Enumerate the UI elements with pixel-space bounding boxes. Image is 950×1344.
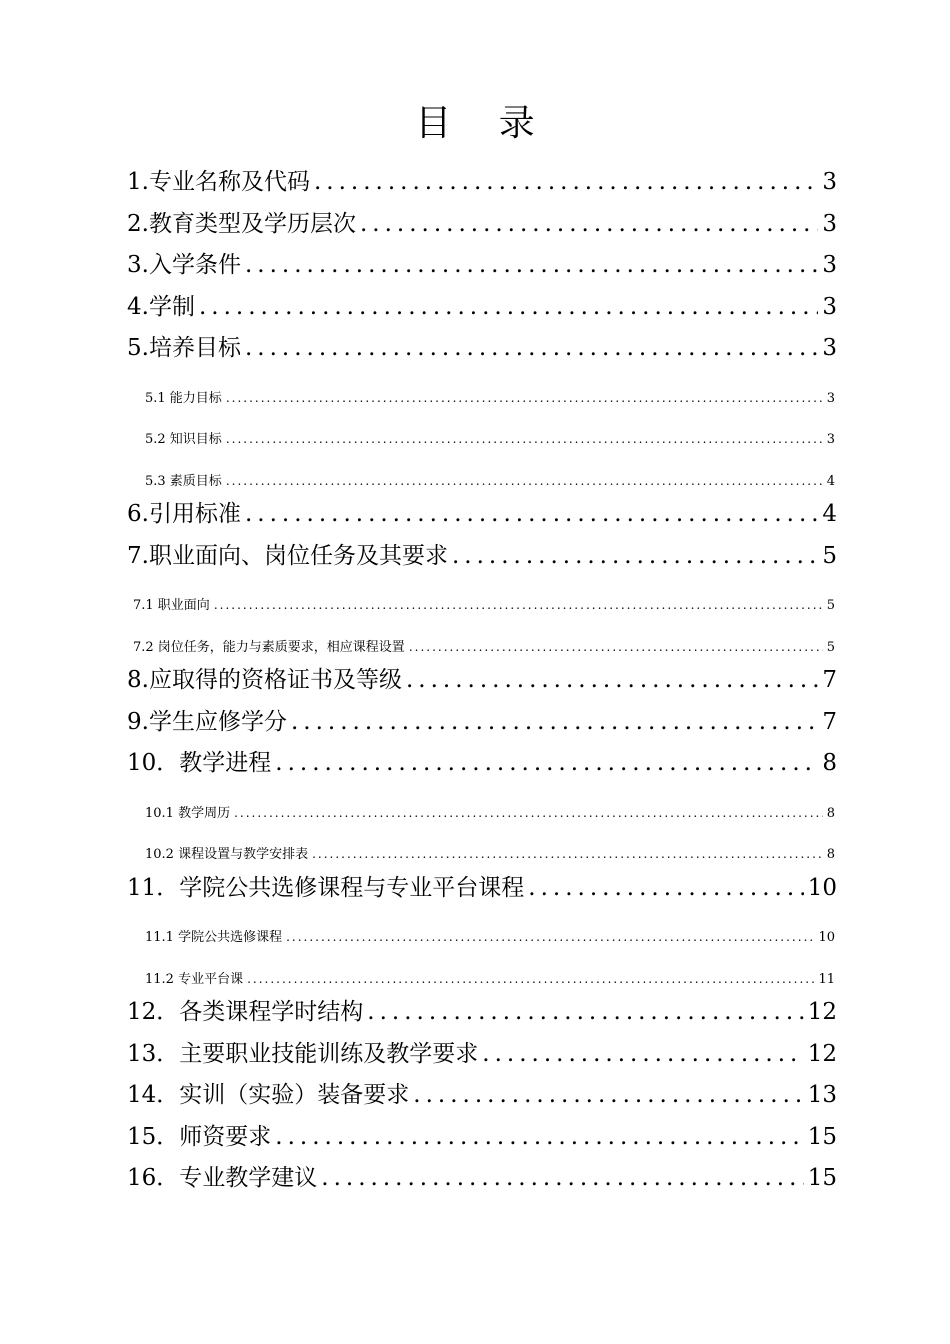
toc-entry[interactable]	[127, 743, 837, 785]
toc-entry-text: 5.2 知识目标	[145, 432, 222, 447]
toc-entry-text: 11.2 专业平台课	[145, 971, 244, 987]
toc-entry-text: 16．专业教学建议	[127, 1165, 318, 1191]
toc-page-number: 7	[822, 708, 837, 735]
toc-page-number: 5	[826, 639, 835, 655]
toc-entry-text: 1.专业名称及代码	[127, 169, 310, 195]
toc-dot-leader	[406, 660, 818, 702]
toc-entry-text: 10.1 教学周历	[145, 805, 231, 821]
toc-dot-leader	[367, 992, 803, 1034]
toc-page-number: 12	[807, 1040, 837, 1067]
toc-entry-text: 7.1 职业面向	[133, 598, 210, 613]
toc-page-number: 8	[826, 847, 835, 862]
toc-subentry[interactable]	[127, 909, 837, 951]
toc-entry[interactable]	[127, 992, 837, 1034]
toc-dot-leader	[291, 702, 818, 744]
toc-dot-leader	[226, 378, 823, 412]
toc-subentry[interactable]	[127, 453, 837, 495]
toc-dot-leader	[409, 627, 823, 661]
toc-entry-text: 5.培养目标	[127, 335, 241, 361]
toc-page-number: 3	[822, 169, 837, 195]
toc-entry-text: 6.引用标准	[127, 501, 241, 527]
toc-page-number: 10	[807, 874, 837, 901]
toc-title: 目 录	[415, 103, 553, 144]
toc-subentry[interactable]	[127, 619, 837, 661]
toc-entry[interactable]	[127, 868, 837, 910]
toc-entry[interactable]	[127, 162, 837, 204]
toc-entry-text: 15．师资要求	[127, 1123, 272, 1150]
toc-page-number: 3	[822, 293, 837, 320]
toc-dot-leader	[234, 793, 823, 827]
toc-page-number: 3	[822, 252, 837, 278]
toc-entry-text: 5.1 能力目标	[145, 390, 222, 406]
toc-entry-text: 11.1 学院公共选修课程	[145, 930, 283, 945]
toc-dot-leader	[528, 868, 803, 910]
toc-page-number: 10	[818, 930, 835, 945]
toc-dot-leader	[360, 204, 818, 246]
toc-page-number: 11	[818, 971, 835, 987]
toc-subentry[interactable]	[127, 826, 837, 868]
toc-dot-leader	[199, 287, 818, 329]
toc-dot-leader	[245, 494, 818, 536]
toc-subentry[interactable]	[127, 370, 837, 412]
toc-entry[interactable]	[127, 1075, 837, 1117]
toc-entry[interactable]	[127, 1117, 837, 1159]
toc-subentry[interactable]	[127, 411, 837, 453]
toc-entry[interactable]	[127, 702, 837, 744]
toc-dot-leader	[314, 162, 818, 204]
toc-page-number: 3	[822, 210, 837, 237]
toc-dot-leader	[214, 585, 823, 619]
toc-list	[127, 162, 837, 1200]
toc-entry[interactable]	[127, 204, 837, 246]
toc-entry[interactable]	[127, 328, 837, 370]
toc-entry-text: 2.教育类型及学历层次	[127, 210, 356, 237]
toc-entry-text: 5.3 素质目标	[145, 473, 222, 489]
toc-page-number: 12	[807, 999, 837, 1025]
toc-page-number: 13	[807, 1082, 837, 1108]
toc-entry[interactable]	[127, 660, 837, 702]
toc-dot-leader	[312, 834, 823, 868]
toc-entry[interactable]	[127, 1158, 837, 1200]
toc-page-number: 5	[822, 542, 837, 569]
toc-dot-leader	[321, 1158, 803, 1200]
toc-entry-text: 3.入学条件	[127, 252, 241, 278]
toc-entry-text: 10．教学进程	[127, 750, 272, 776]
toc-dot-leader	[226, 461, 823, 495]
toc-entry-text: 8.应取得的资格证书及等级	[127, 667, 402, 693]
toc-page-number: 15	[807, 1165, 837, 1191]
toc-dot-leader	[482, 1034, 803, 1076]
toc-entry[interactable]	[127, 287, 837, 329]
toc-dot-leader	[245, 245, 818, 287]
toc-dot-leader	[286, 917, 814, 951]
toc-page-number: 8	[826, 805, 835, 821]
toc-dot-leader	[452, 536, 818, 578]
toc-subentry[interactable]	[127, 577, 837, 619]
toc-dot-leader	[226, 419, 823, 453]
toc-entry-text: 10.2 课程设置与教学安排表	[145, 847, 309, 862]
toc-dot-leader	[247, 959, 814, 993]
toc-dot-leader	[275, 743, 818, 785]
toc-dot-leader	[413, 1075, 803, 1117]
toc-page-number: 3	[826, 390, 835, 406]
toc-entry-text: 14．实训（实验）装备要求	[127, 1082, 410, 1108]
toc-page-number: 3	[826, 432, 835, 447]
toc-subentry[interactable]	[127, 785, 837, 827]
toc-page-number: 8	[822, 750, 837, 776]
toc-dot-leader	[245, 328, 818, 370]
toc-entry-text: 4.学制	[127, 293, 195, 320]
toc-entry-text: 12．各类课程学时结构	[127, 999, 364, 1025]
toc-page-number: 3	[822, 335, 837, 361]
toc-entry[interactable]	[127, 245, 837, 287]
toc-dot-leader	[275, 1117, 803, 1159]
toc-entry-text: 9.学生应修学分	[127, 708, 287, 735]
toc-entry-text: 13．主要职业技能训练及教学要求	[127, 1040, 479, 1067]
toc-page-number: 15	[807, 1123, 837, 1150]
toc-page-number: 7	[822, 667, 837, 693]
toc-subentry[interactable]	[127, 951, 837, 993]
toc-entry[interactable]	[127, 494, 837, 536]
toc-entry-text: 11．学院公共选修课程与专业平台课程	[127, 874, 525, 901]
toc-entry-text: 7.职业面向、岗位任务及其要求	[127, 542, 448, 569]
toc-page-number: 4	[826, 473, 835, 489]
toc-page-number: 5	[826, 598, 835, 613]
toc-page-number: 4	[822, 501, 837, 527]
toc-entry[interactable]	[127, 536, 837, 578]
toc-entry[interactable]	[127, 1034, 837, 1076]
toc-entry-text: 7.2 岗位任务，能力与素质要求，相应课程设置	[133, 639, 405, 655]
